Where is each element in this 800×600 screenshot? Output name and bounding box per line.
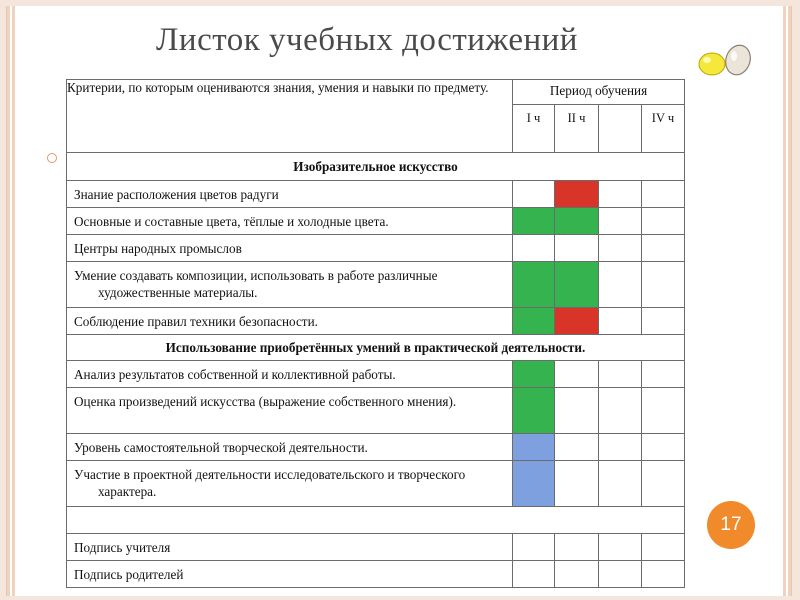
mark-cell [513,235,555,262]
mark-cell [513,388,555,434]
section-title-art: Изобразительное искусство [67,153,685,181]
period-header: Период обучения [513,80,685,105]
mark-cell [513,208,555,235]
teacher-signature-label: Подпись учителя [67,534,513,561]
quarter-1-header: I ч [513,105,555,153]
eggs-icon [694,42,754,82]
criterion-label: Основные и составные цвета, тёплые и холодные цвета. [67,208,513,235]
table-row [67,181,685,208]
empty-cell [67,507,685,534]
mark-cell [555,308,599,335]
mark-cell [599,434,642,461]
mark-cell [599,308,642,335]
mark-cell [513,262,555,308]
mark-cell [513,361,555,388]
criterion-label: Соблюдение правил техники безопасности. [67,308,513,335]
mark-cell [555,235,599,262]
table-header-row [67,80,685,105]
mark-cell [599,208,642,235]
mark-cell [599,388,642,434]
signature-cell[interactable] [555,534,599,561]
table-row [67,461,685,507]
signature-row [67,534,685,561]
mark-cell [642,235,685,262]
quarter-4-header: IV ч [642,105,685,153]
table-row [67,361,685,388]
signature-cell[interactable] [555,561,599,588]
criterion-label: Участие в проектной деятельности исследовательского и творческого характера. [67,461,513,507]
mark-cell [513,308,555,335]
criterion-label: Центры народных промыслов [67,235,513,262]
mark-cell [555,262,599,308]
section-row [67,153,685,181]
mark-cell [555,434,599,461]
criteria-header: Критерии, по которым оцениваются знания, умения и навыки по предмету. [67,80,513,153]
mark-cell [513,461,555,507]
page-title: Листок учебных достижений [156,22,578,58]
table-row [67,235,685,262]
achievements-table [66,79,685,588]
empty-row [67,507,685,534]
mark-cell [599,461,642,507]
mark-cell [642,208,685,235]
signature-cell[interactable] [513,561,555,588]
quarter-3-header [599,105,642,153]
mark-cell [642,262,685,308]
mark-cell [513,181,555,208]
bullet-icon [47,153,57,163]
mark-cell [555,361,599,388]
table-row [67,262,685,308]
mark-cell [555,461,599,507]
criterion-label: Уровень самостоятельной творческой деятельности. [67,434,513,461]
mark-cell [642,461,685,507]
signature-cell[interactable] [513,534,555,561]
mark-cell [555,208,599,235]
table-row [67,308,685,335]
criterion-label: Оценка произведений искусства (выражение собственного мнения). [67,388,513,434]
mark-cell [642,308,685,335]
mark-cell [555,181,599,208]
mark-cell [599,262,642,308]
section-title-practice: Использование приобретённых умений в практической деятельности. [67,335,685,361]
mark-cell [599,235,642,262]
mark-cell [555,388,599,434]
criterion-label: Умение создавать композиции, использовать в работе различные художественные материалы. [67,262,513,308]
mark-cell [642,388,685,434]
table-row [67,208,685,235]
mark-cell [599,361,642,388]
table-row [67,434,685,461]
quarter-2-header: II ч [555,105,599,153]
decor-stripe [783,6,786,596]
signature-cell[interactable] [599,534,642,561]
table-row [67,388,685,434]
signature-cell[interactable] [642,561,685,588]
mark-cell [642,361,685,388]
decor-stripe [12,6,15,596]
page-number-badge: 17 [707,501,755,549]
criterion-label: Знание расположения цветов радуги [67,181,513,208]
decor-stripe [7,6,10,596]
parent-signature-label: Подпись родителей [67,561,513,588]
decor-stripe [788,6,791,596]
mark-cell [513,434,555,461]
mark-cell [599,181,642,208]
mark-cell [642,434,685,461]
criterion-label: Анализ результатов собственной и коллективной работы. [67,361,513,388]
signature-cell[interactable] [599,561,642,588]
section-row [67,335,685,361]
signature-row [67,561,685,588]
mark-cell [642,181,685,208]
signature-cell[interactable] [642,534,685,561]
